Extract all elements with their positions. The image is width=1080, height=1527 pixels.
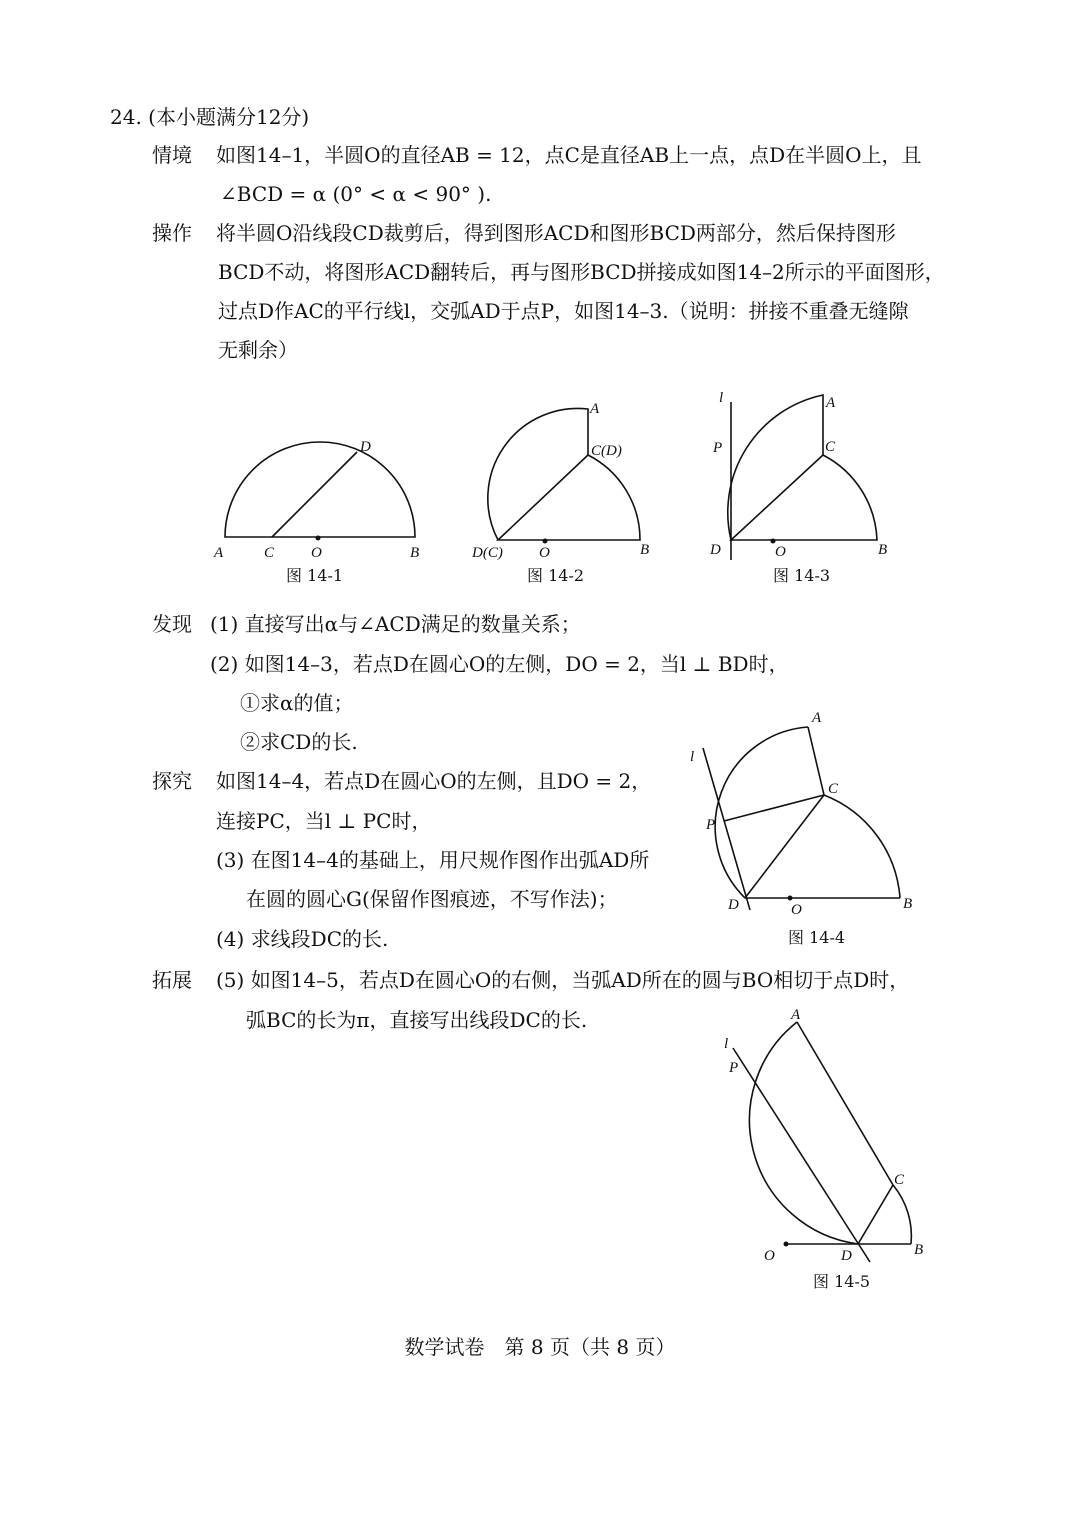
label-b-14-2: B <box>640 542 650 558</box>
extend-line-1: (5) 如图14–5，若点D在圆心O的右侧，当弧AD所在的圆与BO相切于点D时， <box>216 968 910 992</box>
arc-ad-14-5 <box>749 1022 858 1244</box>
label-a-14-4: A <box>812 710 822 726</box>
label-o-14-4: O <box>791 902 802 918</box>
situation-line-1: 如图14–1，半圆O的直径AB = 12，点C是直径AB上一点，点D在半圆O上，且 <box>216 143 922 167</box>
label-b-14-5: B <box>914 1242 924 1258</box>
label-p-14-3: P <box>713 440 723 456</box>
fixed-piece-14-3 <box>731 455 877 540</box>
segment-pc-14-4 <box>724 795 824 821</box>
center-dot-14-1 <box>316 536 321 541</box>
segment-cd-14-1 <box>272 452 357 537</box>
discover-line-3: ①求α的值； <box>240 691 354 715</box>
label-d-14-1: D <box>360 439 371 455</box>
label-a-14-3: A <box>826 395 836 411</box>
discover-line-4: ②求CD的长. <box>240 730 358 754</box>
label-p-14-5: P <box>729 1060 739 1076</box>
fixed-piece-14-2 <box>498 455 640 540</box>
label-d-14-4: D <box>728 897 739 913</box>
label-c-14-4: C <box>828 781 839 797</box>
tag-situation: 情境 <box>152 143 192 167</box>
center-dot-14-2 <box>543 539 548 544</box>
operation-line-4: 无剩余） <box>218 338 298 362</box>
center-dot-14-4 <box>788 896 793 901</box>
tag-discover: 发现 <box>152 612 192 636</box>
discover-line-2: (2) 如图14–3，若点D在圆心O的左侧，DO = 2，当l ⊥ BD时， <box>210 652 789 676</box>
question-title: 24. (本小题满分12分) <box>110 105 310 129</box>
figure-14-2 <box>465 395 665 575</box>
explore-line-5: (4) 求线段DC的长. <box>216 927 389 951</box>
label-p-14-4: P <box>706 817 716 833</box>
operation-line-2: BCD不动，将图形ACD翻转后，再与图形BCD拼接成如图14–2所示的平面图形， <box>218 260 945 284</box>
arc-cb-14-5 <box>893 1185 911 1244</box>
operation-line-1: 将半圆O沿线段CD裁剪后，得到图形ACD和图形BCD两部分，然后保持图形 <box>216 221 896 245</box>
arc-ad-14-4 <box>715 727 808 898</box>
segment-dc-14-5 <box>858 1185 893 1244</box>
label-cd-14-2: C(D) <box>591 443 622 459</box>
caption-14-3: 图 14-3 <box>773 566 831 585</box>
label-d-14-5: D <box>841 1248 852 1264</box>
figure-14-1 <box>205 425 445 575</box>
explore-line-2: 连接PC，当l ⊥ PC时， <box>216 809 432 833</box>
point-o-14-5 <box>784 1242 789 1247</box>
arc-cb-14-4 <box>824 795 900 898</box>
center-dot-14-3 <box>771 539 776 544</box>
label-a-14-1: A <box>214 545 224 561</box>
caption-14-4: 图 14-4 <box>788 928 846 947</box>
flipped-piece-14-2 <box>488 408 588 540</box>
tag-operation: 操作 <box>152 221 192 245</box>
explore-line-4: 在圆的圆心G(保留作图痕迹，不写作法)； <box>246 887 618 911</box>
label-b-14-3: B <box>878 542 888 558</box>
caption-14-2: 图 14-2 <box>527 566 585 585</box>
segment-dc-14-4 <box>745 795 824 898</box>
label-dc-14-2: D(C) <box>472 545 503 561</box>
operation-line-3: 过点D作AC的平行线l，交弧AD于点P，如图14–3.（说明：拼接不重叠无缝隙 <box>218 299 909 323</box>
label-o-14-1: O <box>311 545 322 561</box>
label-b-14-4: B <box>903 896 913 912</box>
figure-14-4 <box>680 700 920 940</box>
situation-line-2: ∠BCD = α (0° < α < 90° ). <box>220 182 492 206</box>
label-a-14-5: A <box>791 1007 801 1023</box>
label-c-14-3: C <box>825 439 836 455</box>
figure-14-3 <box>700 380 900 575</box>
line-l-14-5 <box>733 1048 870 1262</box>
label-c-14-5: C <box>894 1172 905 1188</box>
label-l-14-3: l <box>719 390 724 406</box>
label-d-14-3: D <box>710 542 721 558</box>
caption-14-1: 图 14-1 <box>286 566 344 585</box>
extend-line-2: 弧BC的长为π，直接写出线段DC的长. <box>246 1008 588 1032</box>
tag-extend: 拓展 <box>152 968 192 992</box>
label-l-14-5: l <box>724 1036 729 1052</box>
label-o-14-3: O <box>775 544 786 560</box>
label-o-14-2: O <box>539 545 550 561</box>
segment-a-c-14-4 <box>808 727 824 795</box>
figure-14-5 <box>710 1000 940 1270</box>
label-b-14-1: B <box>410 545 420 561</box>
discover-line-1: (1) 直接写出α与∠ACD满足的数量关系； <box>210 612 581 636</box>
explore-line-1: 如图14–4，若点D在圆心O的左侧，且DO = 2， <box>216 769 652 793</box>
label-a-14-2: A <box>590 401 600 417</box>
caption-14-5: 图 14-5 <box>813 1272 871 1291</box>
segment-ac-14-5 <box>797 1022 893 1185</box>
page-footer: 数学试卷 第 8 页（共 8 页） <box>404 1335 676 1359</box>
label-o-14-5: O <box>764 1248 775 1264</box>
label-l-14-4: l <box>690 749 695 765</box>
tag-explore: 探究 <box>152 769 192 793</box>
label-c-14-1: C <box>264 545 275 561</box>
explore-line-3: (3) 在图14–4的基础上，用尺规作图作出弧AD所 <box>216 848 650 872</box>
